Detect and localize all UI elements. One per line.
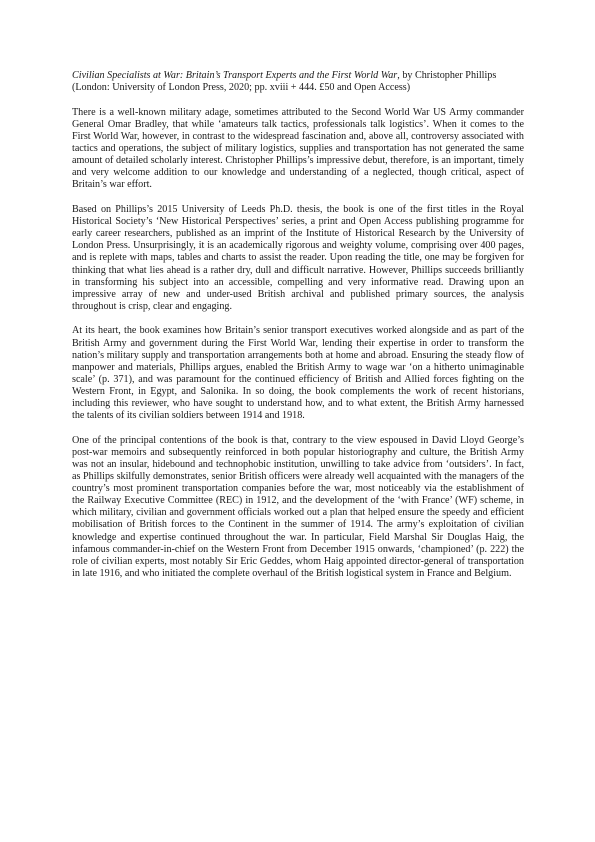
book-title: Civilian Specialists at War: Britain’s Transport Experts and the First World War [72, 70, 398, 81]
paragraph-4: One of the principal contentions of the book is that, contrary to the view espoused in David Lloyd George’s post-war memoirs and subsequently reinforced in both popular historiography and culture, the British Army was not an insular, hidebound and technophobic institution, unwilling to take advice from ‘outsiders’. In fact, as Phillips skilfully demonstrates, senior British officers were already well acquainted with the managers of the country’s most prominent transportation companies before the war, most noticeably via the establishment of the Railway Executive Committee (REC) in 1912, and the development of the ‘with France’ (WF) scheme, in which military, civilian and government officials worked out a plan that helped ensure the speedy and efficient mobilisation of British forces to the Continent in the summer of 1914. The army’s exploitation of civilian knowledge and expertise continued throughout the war. In particular, Field Marshal Sir Douglas Haig, the infamous commander-in-chief on the Western Front from December 1915 onwards, ‘championed’ (p. 222) the role of civilian experts, most notably Sir Eric Geddes, whom Haig appointed director-general of transportation in late 1916, and who initiated the complete overhaul of the British logistical system in France and Belgium. [72, 434, 524, 579]
review-page [72, 70, 524, 593]
paragraph-2: Based on Phillips’s 2015 University of Leeds Ph.D. thesis, the book is one of the first titles in the Royal Historical Society’s ‘New Historical Perspectives’ series, a print and Open Access publishing programme for early career researchers, published as an imprint of the Institute of Historical Research by the University of London Press. Unsurprisingly, it is an academically rigorous and weighty volume, comprising over 400 pages, and is replete with maps, tables and charts to assist the reader. Upon reading the title, one may be forgiven for thinking that what lies ahead is a rather dry, dull and difficult narrative. However, Phillips succeeds brilliantly in transforming his subject into an accessible, compelling and very informative read. Drawing upon an impressive array of new and under-used British archival and published primary sources, the analysis throughout is crisp, clear and engaging. [72, 204, 524, 312]
paragraph-1: There is a well-known military adage, sometimes attributed to the Second World War US Army commander General Omar Bradley, that while ‘amateurs talk tactics, professionals talk logistics’. When it comes to the First World War, however, in contrast to the widespread fascination and, above all, controversy associated with tactics and operations, the subject of military logistics, supplies and transportation has not generated the same amount of detailed scholarly interest. Christopher Phillips’s impressive debut, therefore, is an important, timely and very welcome addition to our knowledge and understanding of a neglected, though critical, aspect of Britain’s war effort. [72, 106, 524, 191]
book-citation [72, 70, 524, 94]
book-details: , by Christopher Phillips (London: University of London Press, 2020; pp. xviii + 444. £50 and Open Access) [72, 70, 497, 94]
paragraph-3: At its heart, the book examines how Britain’s senior transport executives worked alongside and as part of the British Army and government during the First World War, lending their expertise in order to transform the nation’s military supply and transportation arrangements both at home and abroad. Ensuring the steady flow of manpower and materials, Phillips argues, enabled the British Army to wage war ‘on a hitherto unimaginable scale’ (p. 371), and was paramount for the continued efficiency of British and Allied forces fighting on the Western Front, in Egypt, and Salonika. In so doing, the book complements the work of recent historians, including this reviewer, who have sought to understand how, and to what extent, the British Army harnessed the talents of its civilian soldiers between 1914 and 1918. [72, 325, 524, 422]
